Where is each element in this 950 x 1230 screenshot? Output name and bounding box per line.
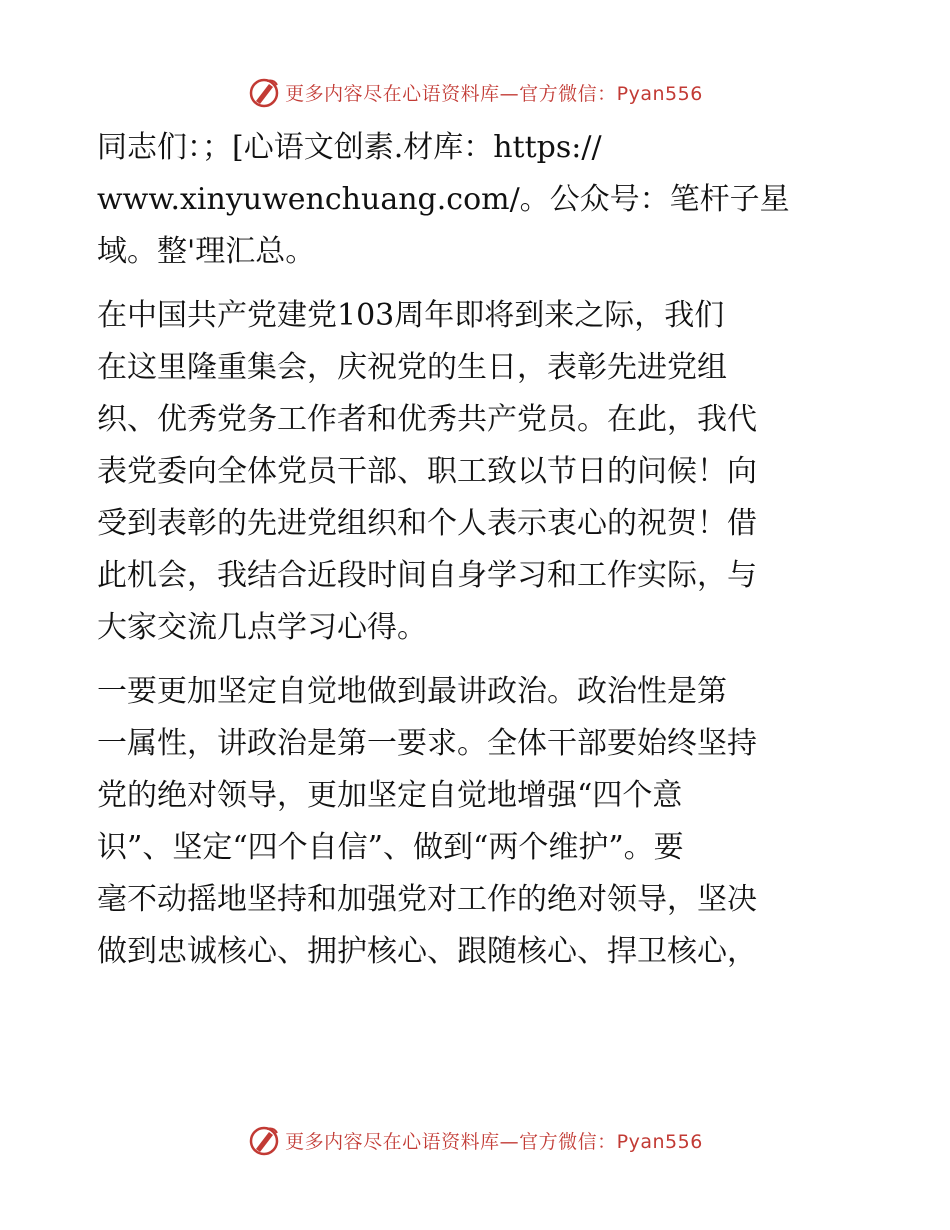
pen-logo-icon	[247, 1123, 281, 1157]
text-line: 同志们：；[心语文创素.材库：https://	[97, 130, 602, 165]
paragraph-point-one	[97, 666, 867, 978]
text-line: 识”、坚定“四个自信”、做到“两个维护”。要	[97, 830, 684, 865]
watermark-footer	[0, 1120, 950, 1160]
paragraph-salutation	[97, 122, 867, 278]
text-line: 受到表彰的先进党组织和个人表示衷心的祝贺！借	[97, 506, 757, 541]
text-line: 织、优秀党务工作者和优秀共产党员。在此，我代	[97, 402, 757, 437]
text-line: 做到忠诚核心、拥护核心、跟随核心、捍卫核心，	[97, 934, 757, 969]
text-line: 毫不动摇地坚持和加强党对工作的绝对领导，坚决	[97, 882, 757, 917]
text-line: 表党委向全体党员干部、职工致以节日的问候！向	[97, 454, 757, 489]
paragraph-intro	[97, 290, 867, 654]
watermark-text: 更多内容尽在心语资料库—官方微信：Pyan556	[285, 1130, 703, 1153]
watermark-header	[0, 72, 950, 112]
document-body	[97, 122, 867, 978]
text-line: 此机会，我结合近段时间自身学习和工作实际，与	[97, 558, 757, 593]
text-line: 一要更加坚定自觉地做到最讲政治。政治性是第	[97, 674, 727, 709]
text-line: 在中国共产党建党103周年即将到来之际，我们	[97, 298, 725, 333]
text-line: www.xinyuwenchuang.com/。公众号：笔杆子星	[97, 182, 790, 217]
text-line: 大家交流几点学习心得。	[97, 610, 427, 645]
pen-logo-icon	[247, 75, 281, 109]
watermark-text: 更多内容尽在心语资料库—官方微信：Pyan556	[285, 82, 703, 105]
text-line: 党的绝对领导，更加坚定自觉地增强“四个意	[97, 778, 683, 813]
text-line: 在这里隆重集会，庆祝党的生日，表彰先进党组	[97, 350, 727, 385]
text-line: 域。整'理汇总。	[97, 234, 316, 269]
text-line: 一属性，讲政治是第一要求。全体干部要始终坚持	[97, 726, 757, 761]
